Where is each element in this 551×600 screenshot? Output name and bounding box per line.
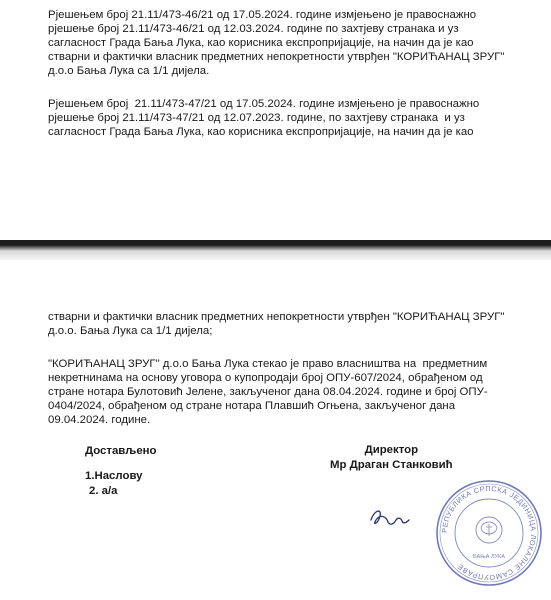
seal-outer-text: РЕПУБЛИКА СРПСКА ЈЕДИНИЦА ЛОКАЛНЕ САМОУПРАВЕ bbox=[439, 483, 539, 583]
text-line: Рјешењем број 21.11/473-46/21 од 17.05.2024. године измјењено је правоснажно bbox=[48, 9, 477, 21]
handwritten-signature bbox=[368, 500, 416, 532]
text-line: рјешење број 21.11/473-47/21 од 12.07.2023. године, по захтјеву странака и уз bbox=[48, 112, 465, 124]
text-line: "КОРИЋАНАЦ ЗРУГ" д.о.о Бања Лука стекао је право власништва на предметним bbox=[48, 358, 488, 370]
official-seal bbox=[435, 478, 543, 588]
delivery-block bbox=[85, 444, 157, 499]
paragraph-ruling-47-continued bbox=[48, 310, 505, 338]
text-line: некретнинама на основу уговора о купопродаји број ОПУ-607/2024, обрађеном од bbox=[48, 372, 483, 384]
director-title: Директор bbox=[364, 444, 419, 456]
text-line: Рјешењем број 21.11/473-47/21 од 17.05.2024. године измјењено је правоснажно bbox=[48, 98, 480, 110]
paragraph-ownership bbox=[48, 357, 493, 427]
director-block bbox=[330, 443, 453, 473]
page-separator bbox=[0, 240, 551, 260]
seal-inner-text: БАЊА ЛУКА bbox=[473, 554, 505, 560]
text-line: д.о.о Бања Лука са 1/1 дијела. bbox=[48, 65, 210, 77]
text-line: сагласност Града Бања Лука, као корисника експропријације, на начин да је као bbox=[48, 37, 474, 49]
delivery-item: 1.Наслову bbox=[85, 470, 143, 482]
text-line: стране нотара Булотовић Јелене, закљученог дана 08.04.2024. године и број ОПУ- bbox=[48, 386, 488, 398]
text-line: рјешење број 21.11/473-46/21 од 12.03.2024. године по захтјеву странака и уз bbox=[48, 23, 459, 35]
text-line: 0404/2024, обрађеном од стране нотара Плавшић Огњена, закљученог дана bbox=[48, 400, 456, 412]
text-line: стварни и фактички власник предметних непокретности утврђен "КОРИЋАНАЦ ЗРУГ" bbox=[48, 311, 505, 323]
text-line: д.о.о. Бања Лука са 1/1 дијела; bbox=[48, 325, 213, 337]
text-line: 09.04.2024. године. bbox=[48, 414, 151, 426]
paragraph-ruling-46 bbox=[48, 8, 505, 78]
director-name: Мр Драган Станковић bbox=[330, 459, 453, 471]
text-line: стварни и фактички власник предметних непокретности утврђен "КОРИЋАНАЦ ЗРУГ" bbox=[48, 51, 505, 63]
delivery-item: 2. а/а bbox=[89, 485, 118, 497]
delivery-list bbox=[85, 469, 157, 499]
delivered-label: Достављено bbox=[85, 445, 157, 457]
paragraph-ruling-47 bbox=[48, 97, 498, 139]
text-line: сагласност Града Бања Лука, као корисника експропријације, на начин да је као bbox=[48, 126, 474, 138]
